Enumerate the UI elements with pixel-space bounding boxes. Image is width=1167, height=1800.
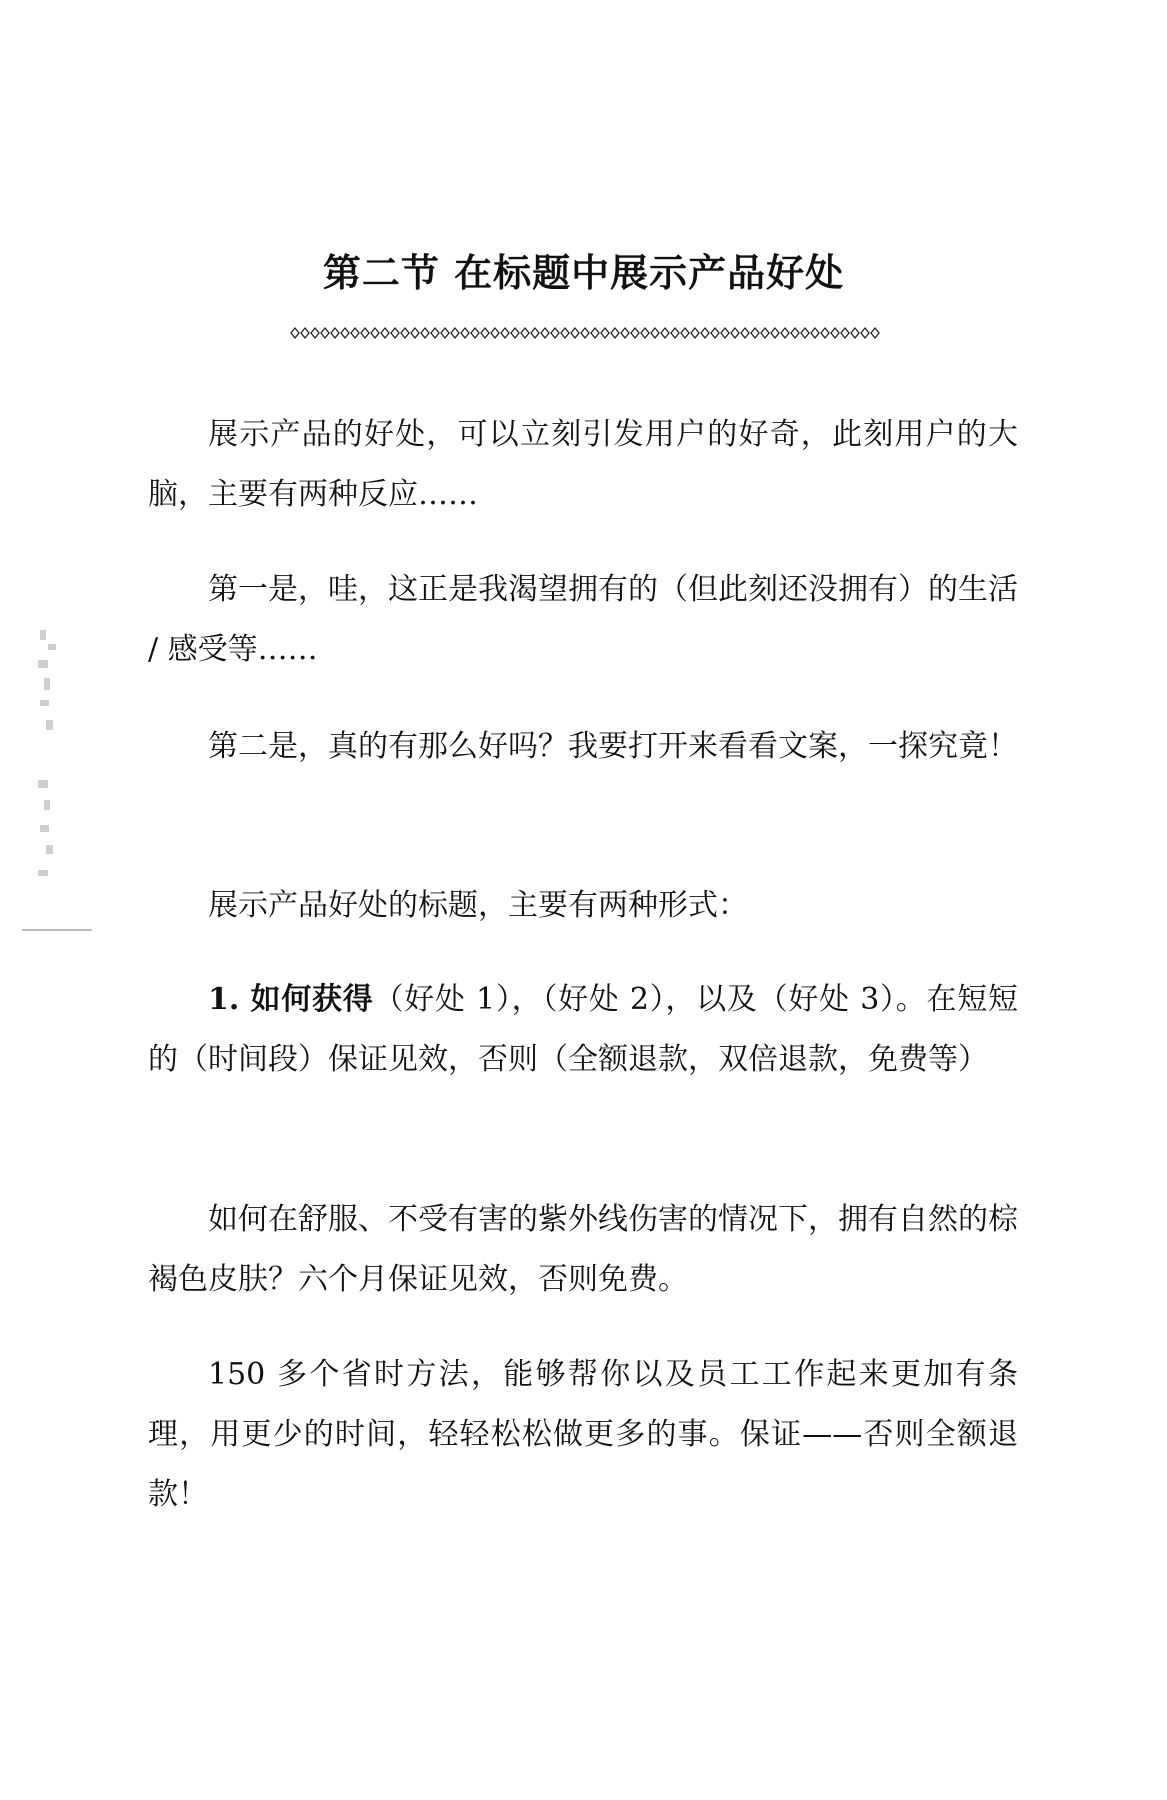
formula-body: （好处 1），（好处 2），以及（好处 3）。在短短的（时间段）保证见效，否则（全额退款，双倍退款，免费等） (148, 982, 1019, 1077)
paragraph-3: 第二是，真的有那么好吗？我要打开来看看文案，一探究竟！ (208, 729, 1018, 764)
scan-bleed-through (22, 630, 92, 960)
section-title: 第二节 在标题中展示产品好处 (322, 250, 845, 295)
paragraph-5 (148, 970, 1018, 1090)
decorative-divider (290, 325, 880, 341)
paragraph-4: 展示产品好处的标题，主要有两种形式： (208, 888, 748, 923)
paragraph-7: 150 多个省时方法，能够帮你以及员工工作起来更加有条理，用更少的时间，轻轻松松做更多的事。保证——否则全额退款！ (148, 1357, 1018, 1512)
paragraph-6: 如何在舒服、不受有害的紫外线伤害的情况下，拥有自然的棕褐色皮肤？六个月保证见效，否则免费。 (148, 1202, 1018, 1297)
formula-lead: 1. 如何获得 (208, 982, 374, 1017)
paragraph-1: 展示产品的好处，可以立刻引发用户的好奇，此刻用户的大脑，主要有两种反应…… (148, 417, 1018, 512)
paragraph-2: 第一是，哇，这正是我渴望拥有的（但此刻还没拥有）的生活 / 感受等…… (148, 572, 1018, 667)
